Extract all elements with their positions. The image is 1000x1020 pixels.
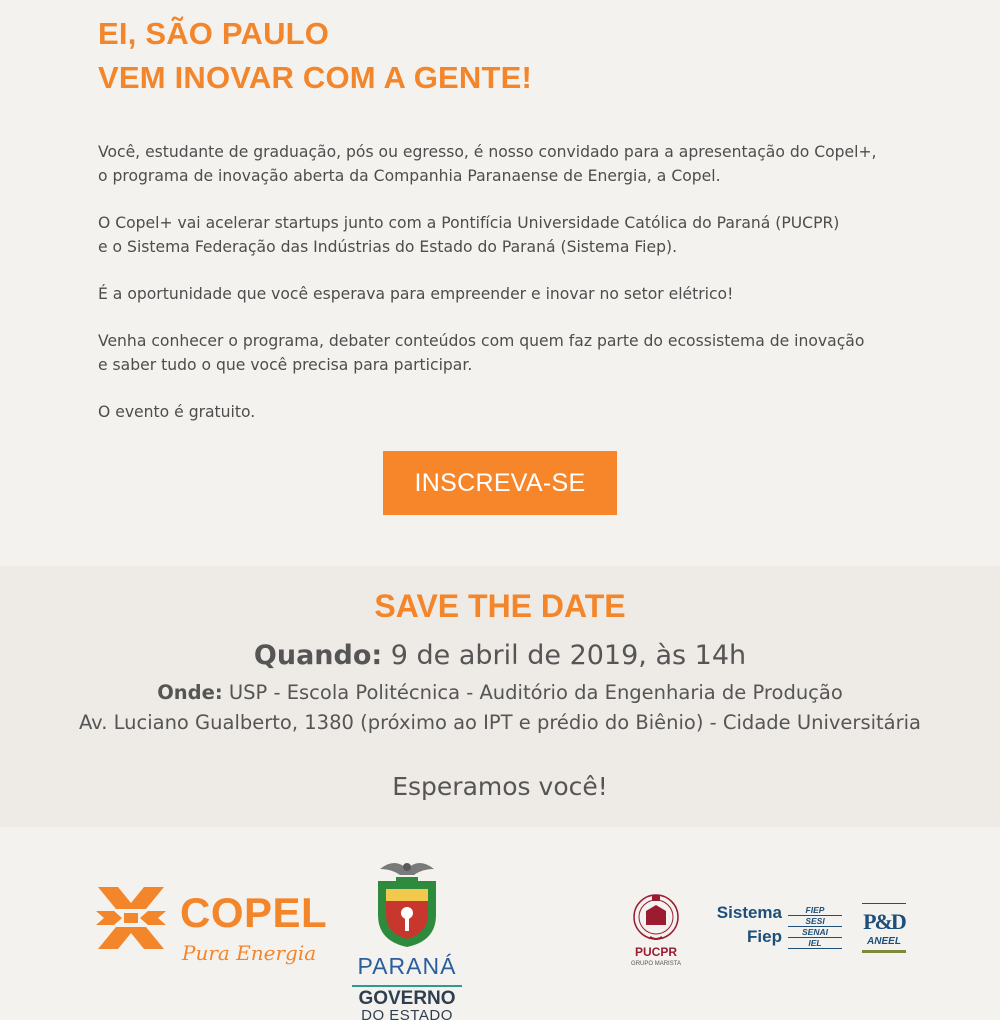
parana-government-logo	[350, 855, 465, 1020]
paragraph-opportunity: É a oportunidade que você esperava para empreender e inovar no setor elétrico!	[98, 285, 734, 303]
senai-item: SENAI	[788, 927, 842, 938]
iel-item: IEL	[788, 938, 842, 949]
where-label: Onde:	[157, 681, 223, 704]
pucpr-crest-icon	[626, 887, 686, 945]
paragraph-partners-line-2: e o Sistema Federação das Indústrias do Estado do Paraná (Sistema Fiep).	[98, 238, 678, 256]
paragraph-program-line-1: Venha conhecer o programa, debater conteúdos com quem faz parte do ecossistema de inovação	[98, 332, 865, 350]
parana-name: PARANÁ	[357, 953, 457, 979]
sistema-fiep-logo	[702, 903, 847, 953]
aneel-logo	[862, 903, 906, 953]
aneel-name: ANEEL	[867, 936, 901, 947]
fiep-word-fiep: Fiep	[747, 927, 782, 946]
paragraph-invite-line-2: o programa de inovação aberta da Companhia Paranaense de Energia, a Copel.	[98, 167, 721, 185]
paragraph-free: O evento é gratuito.	[98, 403, 256, 421]
pucpr-subtitle: GRUPO MARISTA	[631, 961, 681, 967]
aneel-pd-mark: P&D	[863, 909, 905, 934]
headline	[98, 12, 532, 100]
save-the-date-section	[0, 566, 1000, 827]
subscribe-button[interactable]: INSCREVA-SE	[383, 451, 617, 515]
pucpr-name: PUCPR	[634, 945, 677, 959]
where-value: USP - Escola Politécnica - Auditório da Engenharia de Produção	[222, 681, 843, 704]
sponsor-logos	[0, 827, 1000, 1020]
when-value: 9 de abril de 2019, às 14h	[382, 640, 747, 671]
fiep-item: FIEP	[788, 905, 842, 916]
event-where	[0, 678, 1000, 738]
copel-symbol-icon	[96, 883, 166, 953]
invitation-body	[98, 140, 938, 424]
fiep-word-sistema: Sistema	[716, 903, 782, 922]
when-label: Quando:	[253, 640, 383, 671]
event-address: Av. Luciano Gualberto, 1380 (próximo ao IPT e prédio do Biênio) - Cidade Universitária	[78, 711, 921, 734]
headline-line-1: EI, SÃO PAULO	[98, 16, 330, 51]
paragraph-partners	[98, 211, 938, 259]
closing-text: Esperamos você!	[392, 772, 608, 801]
parana-coat-of-arms-icon	[350, 855, 465, 950]
copel-logo	[96, 883, 326, 973]
copel-tagline: Pura Energia	[182, 941, 317, 965]
copel-name: COPEL	[180, 889, 328, 936]
fiep-entities	[788, 905, 842, 949]
save-the-date-title: SAVE THE DATE	[374, 588, 626, 624]
headline-line-2: VEM INOVAR COM A GENTE!	[98, 60, 533, 95]
paragraph-invite-line-1: Você, estudante de graduação, pós ou egresso, é nosso convidado para a apresentação do Copel+,	[98, 143, 877, 161]
pucpr-logo	[626, 887, 686, 972]
paragraph-partners-line-1: O Copel+ vai acelerar startups junto com a Pontifícia Universidade Católica do Paraná (PUCPR)	[98, 214, 840, 232]
sesi-item: SESI	[788, 916, 842, 927]
parana-governo: GOVERNO	[352, 985, 462, 1010]
paragraph-invite	[98, 140, 938, 188]
paragraph-program	[98, 329, 938, 377]
event-when	[0, 640, 1000, 671]
paragraph-program-line-2: e saber tudo o que você precisa para participar.	[98, 356, 473, 374]
parana-estado: DO ESTADO	[361, 1007, 453, 1020]
